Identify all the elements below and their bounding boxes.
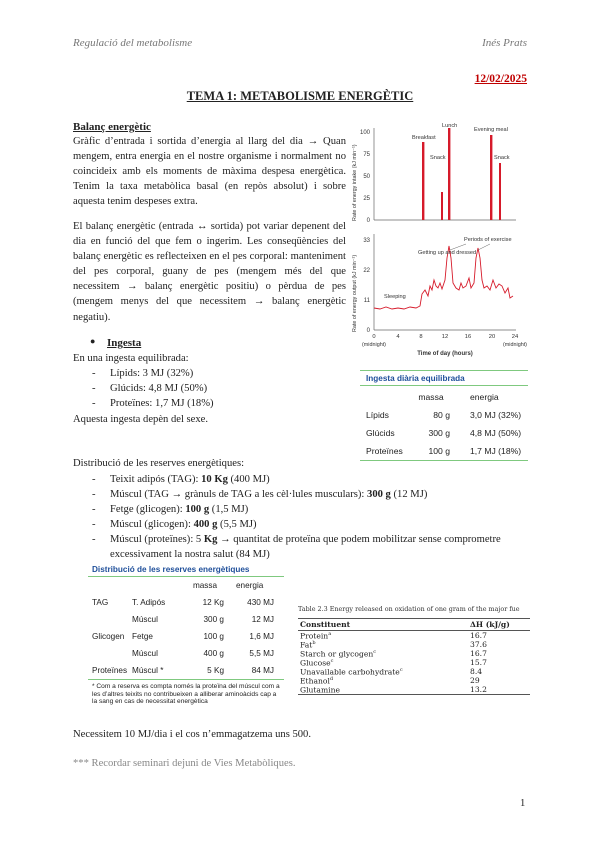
ingesta-intro: En una ingesta equilibrada: bbox=[73, 353, 189, 364]
top-ytick: 100 bbox=[359, 130, 370, 136]
section-heading-ingesta: Ingesta bbox=[107, 337, 142, 349]
xtick: 0 bbox=[372, 334, 376, 340]
col-header: ΔH (kJ/g) bbox=[470, 620, 510, 629]
reserves-item: - Múscul (proteïnes): 5 Kg → quantitat de proteïna que podem mobilitzar sense comprometre excessivament la nostra salut (84 MJ) bbox=[92, 534, 501, 561]
top-ytick: 0 bbox=[366, 218, 370, 224]
col-header: massa bbox=[192, 581, 218, 590]
xtick: 16 bbox=[464, 334, 472, 340]
energy-figure bbox=[350, 118, 530, 358]
table-ingesta-caption: Ingesta diària equilibrada bbox=[360, 370, 528, 386]
reserves-item: - Múscul (glicogen): 400 g (5,5 MJ) bbox=[92, 519, 257, 530]
table-row: Múscul 400 g 5,5 MJ bbox=[132, 649, 274, 658]
xtick: 12 bbox=[441, 334, 449, 340]
reserves-item: - Teixit adipós (TAG): 10 Kg (400 MJ) bbox=[92, 474, 270, 485]
paragraph-1: Gràfic d’entrada i sortida d’energia al llarg del dia → Quan mengem, entra energia en el nostre organisme i normalment no coincideix amb els moments de màxima despesa energètica. Tenim la taxa metabòlica basal (en repòs absolut) i sobre aquesta tenim despeses extra. bbox=[73, 136, 346, 208]
bottom-ytick: 22 bbox=[363, 268, 370, 274]
table-row: TAG T. Adipós 12 Kg 430 MJ bbox=[92, 598, 274, 607]
table-row: Protein$^a$ 16.7 bbox=[300, 631, 487, 641]
closing-text: Necessitem 10 MJ/dia i el cos n’emmagatzema uns 500. bbox=[73, 729, 312, 740]
reminder-text: *** Recordar seminari dejuni de Vies Metabòliques. bbox=[73, 758, 296, 769]
ingesta-item: - Glúcids: 4,8 MJ (50%) bbox=[92, 383, 208, 394]
label-periods-exercise: Periods of exercise bbox=[464, 237, 512, 243]
x-end-label: (midnight) bbox=[362, 342, 386, 348]
snack-spike bbox=[499, 163, 501, 220]
header-left: Regulació del metabolisme bbox=[73, 37, 193, 49]
table-row: Glúcids 300 g 4,8 MJ (50%) bbox=[366, 428, 522, 438]
col-header: Constituent bbox=[300, 620, 351, 629]
paragraph-2: El balanç energètic (entrada ↔ sortida) pot variar depenent del dia en funció del que fem o ingerim. Les conseqüències del balanç energètic es reflecteixen en el pes corporal: manteniment del pes corporal, guany de pes (mengem més del que necessitem → balanç energètic positiu) o pèrdua de pes (mengem menys del que necessitem → balanç energètic negatiu). bbox=[73, 221, 346, 323]
x-end-label: (midnight) bbox=[503, 342, 527, 348]
table-row: Proteïnes Múscul * 5 Kg 84 MJ bbox=[92, 666, 274, 675]
table-row: Glicogen Fetge 100 g 1,6 MJ bbox=[92, 632, 274, 641]
table-energy bbox=[298, 605, 530, 695]
label-sleeping: Sleeping bbox=[384, 294, 406, 300]
xtick: 24 bbox=[511, 334, 519, 340]
table-row: Glutamine 13.2 bbox=[300, 684, 487, 695]
table-row: Ethanol$^d$ 29 bbox=[300, 675, 480, 686]
evening-meal-spike bbox=[490, 135, 492, 220]
bottom-ytick: 11 bbox=[363, 298, 370, 304]
top-ytick: 25 bbox=[363, 196, 370, 202]
xlabel: Time of day (hours) bbox=[417, 351, 473, 357]
bottom-ylabel: Rate of energy output (kJ min⁻¹) bbox=[352, 254, 358, 332]
reserves-item: - Múscul (TAG → grànuls de TAG a les cèl·lules musculars): 300 g (12 MJ) bbox=[92, 489, 428, 500]
xtick: 4 bbox=[396, 334, 400, 340]
table-reserves bbox=[88, 564, 284, 704]
ingesta-item: - Lípids: 3 MJ (32%) bbox=[92, 368, 194, 379]
table-row: Lípids 80 g 3,0 MJ (32%) bbox=[366, 410, 522, 420]
xtick: 20 bbox=[488, 334, 496, 340]
snack-spike bbox=[441, 192, 443, 220]
bottom-ytick: 33 bbox=[363, 238, 370, 244]
label-snack: Snack bbox=[430, 155, 446, 161]
top-ytick: 75 bbox=[363, 152, 370, 158]
table-row: Starch or glycogen$^c$ 16.7 bbox=[300, 649, 487, 659]
label-snack: Snack bbox=[494, 155, 510, 161]
bullet-icon: ● bbox=[90, 336, 96, 346]
col-header: energia bbox=[470, 392, 499, 402]
col-header: massa bbox=[418, 392, 444, 402]
table-ingesta bbox=[360, 370, 528, 462]
table-reserves-caption: Distribució de les reserves energètiques bbox=[88, 564, 284, 577]
date: 12/02/2025 bbox=[474, 73, 527, 85]
exercise-pointer bbox=[478, 244, 490, 250]
table-energy-caption: Table 2.3 Energy released on oxidation of one gram of the major fue bbox=[298, 605, 520, 613]
label-breakfast: Breakfast bbox=[412, 135, 436, 141]
table-reserves-footnote: * Com a reserva es compta només la proteïna del múscul com a les d’altres teixits no contribueixen a alliberar aminoàcids cap a la sang en cas de necessitat energètica bbox=[88, 679, 284, 706]
section-heading-balanc: Balanç energètic bbox=[73, 121, 151, 133]
label-getting-up: Getting up and dressed bbox=[418, 250, 477, 256]
xtick: 8 bbox=[419, 334, 423, 340]
top-ylabel: Rate of energy intake (kJ min⁻¹) bbox=[352, 144, 358, 221]
page-number: 1 bbox=[520, 798, 526, 809]
reserves-item: - Fetge (glicogen): 100 g (1,5 MJ) bbox=[92, 504, 249, 515]
top-ytick: 50 bbox=[363, 174, 370, 180]
page-title: TEMA 1: METABOLISME ENERGÈTIC bbox=[186, 89, 414, 103]
reserves-intro: Distribució de les reserves energètiques: bbox=[73, 458, 245, 469]
table-row: Glucose$^c$ 15.7 bbox=[300, 657, 487, 668]
ingesta-note: Aquesta ingesta depèn del sexe. bbox=[73, 414, 209, 425]
table-row: Múscul 300 g 12 MJ bbox=[132, 615, 274, 624]
header-right: Inés Prats bbox=[482, 37, 527, 49]
label-lunch: Lunch bbox=[442, 123, 458, 129]
bottom-ytick: 0 bbox=[366, 328, 370, 334]
label-evening-meal: Evening meal bbox=[474, 127, 508, 133]
ingesta-item: - Proteïnes: 1,7 MJ (18%) bbox=[92, 398, 214, 409]
table-row: Proteïnes 100 g 1,7 MJ (18%) bbox=[360, 442, 528, 461]
breakfast-spike bbox=[422, 142, 424, 220]
table-row: Fat$^b$ 37.6 bbox=[300, 640, 487, 650]
col-header: energia bbox=[236, 581, 264, 590]
lunch-spike bbox=[448, 128, 450, 220]
table-row: Unavailable carbohydrate$^c$ 8.4 bbox=[300, 666, 483, 677]
